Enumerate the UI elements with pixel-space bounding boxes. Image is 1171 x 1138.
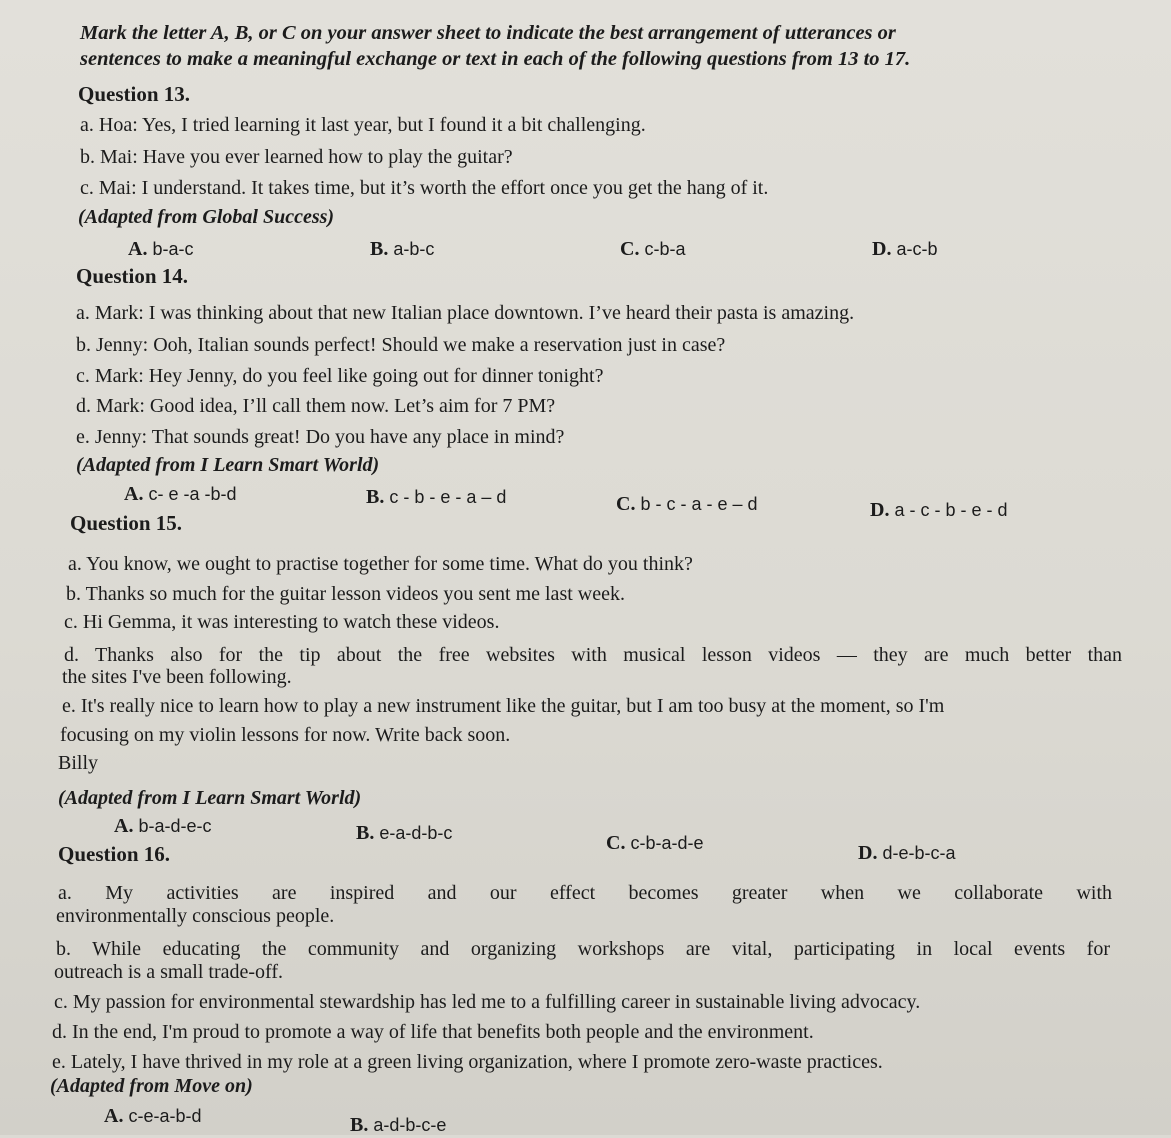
q13-option-b[interactable] xyxy=(370,236,434,262)
option-letter: C. xyxy=(606,832,626,854)
option-value: b-a-d-e-c xyxy=(138,816,212,836)
option-letter: D. xyxy=(858,842,878,864)
option-letter: B. xyxy=(370,238,389,260)
question-14-heading: Question 14. xyxy=(76,264,189,288)
question-13-heading: Question 13. xyxy=(78,82,191,106)
q15-item-c: c. Hi Gemma, it was interesting to watch these videos. xyxy=(64,611,500,633)
q15-option-c[interactable] xyxy=(606,830,703,856)
q13-item-b: b. Mai: Have you ever learned how to play the guitar? xyxy=(80,146,513,168)
option-letter: B. xyxy=(350,1114,369,1136)
option-letter: A. xyxy=(114,815,134,837)
option-value: b - c - a - e – d xyxy=(640,494,758,514)
q13-item-c: c. Mai: I understand. It takes time, but it’s worth the effort once you get the hang of it. xyxy=(80,177,769,199)
q15-signature: Billy xyxy=(58,752,99,774)
question-16-heading: Question 16. xyxy=(58,842,171,866)
q16-item-c: c. My passion for environmental stewardship has led me to a fulfilling career in sustainable living advocacy. xyxy=(54,991,921,1013)
q16-item-b-line-1: b. While educating the community and organizing workshops are vital, participating in local events for xyxy=(56,938,1110,960)
instruction-line-2: sentences to make a meaningful exchange or text in each of the following questions from 13 to 17. xyxy=(80,48,911,70)
q14-option-a[interactable] xyxy=(124,481,236,507)
q15-option-d[interactable] xyxy=(858,840,955,866)
option-letter: B. xyxy=(356,822,375,844)
option-letter: C. xyxy=(620,238,640,260)
q14-item-d: d. Mark: Good idea, I’ll call them now. Let’s aim for 7 PM? xyxy=(76,395,556,417)
q15-item-e-line-2: focusing on my violin lessons for now. Write back soon. xyxy=(60,724,511,746)
q13-option-d[interactable] xyxy=(872,236,937,262)
q15-option-b[interactable] xyxy=(356,820,452,846)
q13-item-a: a. Hoa: Yes, I tried learning it last year, but I found it a bit challenging. xyxy=(80,114,646,136)
option-letter: A. xyxy=(124,483,144,505)
q16-option-b[interactable] xyxy=(350,1112,446,1138)
q14-item-e: e. Jenny: That sounds great! Do you have any place in mind? xyxy=(76,426,565,448)
option-value: e-a-d-b-c xyxy=(379,823,453,843)
option-value: b-a-c xyxy=(152,239,194,259)
option-letter: C. xyxy=(616,493,636,515)
option-letter: A. xyxy=(104,1105,124,1127)
q14-option-b[interactable] xyxy=(366,484,506,510)
q15-item-d-line-1: d. Thanks also for the tip about the free websites with musical lesson videos — they are much better than xyxy=(64,644,1122,666)
option-value: a - c - b - e - d xyxy=(894,500,1008,520)
option-value: a-c-b xyxy=(896,239,938,259)
q16-item-a-line-1: a. My activities are inspired and our effect becomes greater when we collaborate with xyxy=(58,882,1112,904)
option-value: d-e-b-c-a xyxy=(882,843,956,863)
option-letter: A. xyxy=(128,238,148,260)
q14-item-c: c. Mark: Hey Jenny, do you feel like going out for dinner tonight? xyxy=(76,365,604,387)
q16-item-e: e. Lately, I have thrived in my role at a green living organization, where I promote zero-waste practices. xyxy=(52,1051,883,1073)
option-value: c-b-a xyxy=(644,239,686,259)
option-value: c-e-a-b-d xyxy=(128,1106,202,1126)
q13-option-a[interactable] xyxy=(128,236,193,262)
option-letter: B. xyxy=(366,486,385,508)
q16-item-b-line-2: outreach is a small trade-off. xyxy=(54,961,283,983)
option-value: c-b-a-d-e xyxy=(630,833,704,853)
option-value: a-d-b-c-e xyxy=(373,1115,447,1135)
q15-item-b: b. Thanks so much for the guitar lesson videos you sent me last week. xyxy=(66,583,625,605)
instruction-line-1: Mark the letter A, B, or C on your answer sheet to indicate the best arrangement of utterances or xyxy=(80,22,896,44)
q16-source: (Adapted from Move on) xyxy=(50,1075,253,1097)
option-value: a-b-c xyxy=(393,239,435,259)
option-letter: D. xyxy=(872,238,892,260)
q14-option-d[interactable] xyxy=(870,497,1007,523)
q14-item-b: b. Jenny: Ooh, Italian sounds perfect! Should we make a reservation just in case? xyxy=(76,334,726,356)
q15-item-e-line-1: e. It's really nice to learn how to play a new instrument like the guitar, but I am too busy at the moment, so I'm xyxy=(62,695,945,717)
q15-item-d-line-2: the sites I've been following. xyxy=(62,666,292,688)
q14-item-a: a. Mark: I was thinking about that new Italian place downtown. I’ve heard their pasta is amazing. xyxy=(76,302,855,324)
q14-option-c[interactable] xyxy=(616,491,758,517)
question-15-heading: Question 15. xyxy=(70,511,183,535)
q13-option-c[interactable] xyxy=(620,236,685,262)
q13-source: (Adapted from Global Success) xyxy=(78,206,335,228)
q15-source: (Adapted from I Learn Smart World) xyxy=(58,787,362,809)
q16-item-d: d. In the end, I'm proud to promote a way of life that benefits both people and the environment. xyxy=(52,1021,814,1043)
q15-item-a: a. You know, we ought to practise together for some time. What do you think? xyxy=(68,553,693,575)
q16-item-a-line-2: environmentally conscious people. xyxy=(56,905,335,927)
option-value: c - b - e - a – d xyxy=(389,487,507,507)
q15-option-a[interactable] xyxy=(114,813,211,839)
q16-option-a[interactable] xyxy=(104,1103,201,1129)
option-value: c- e -a -b-d xyxy=(148,484,237,504)
q14-source: (Adapted from I Learn Smart World) xyxy=(76,454,380,476)
option-letter: D. xyxy=(870,499,890,521)
